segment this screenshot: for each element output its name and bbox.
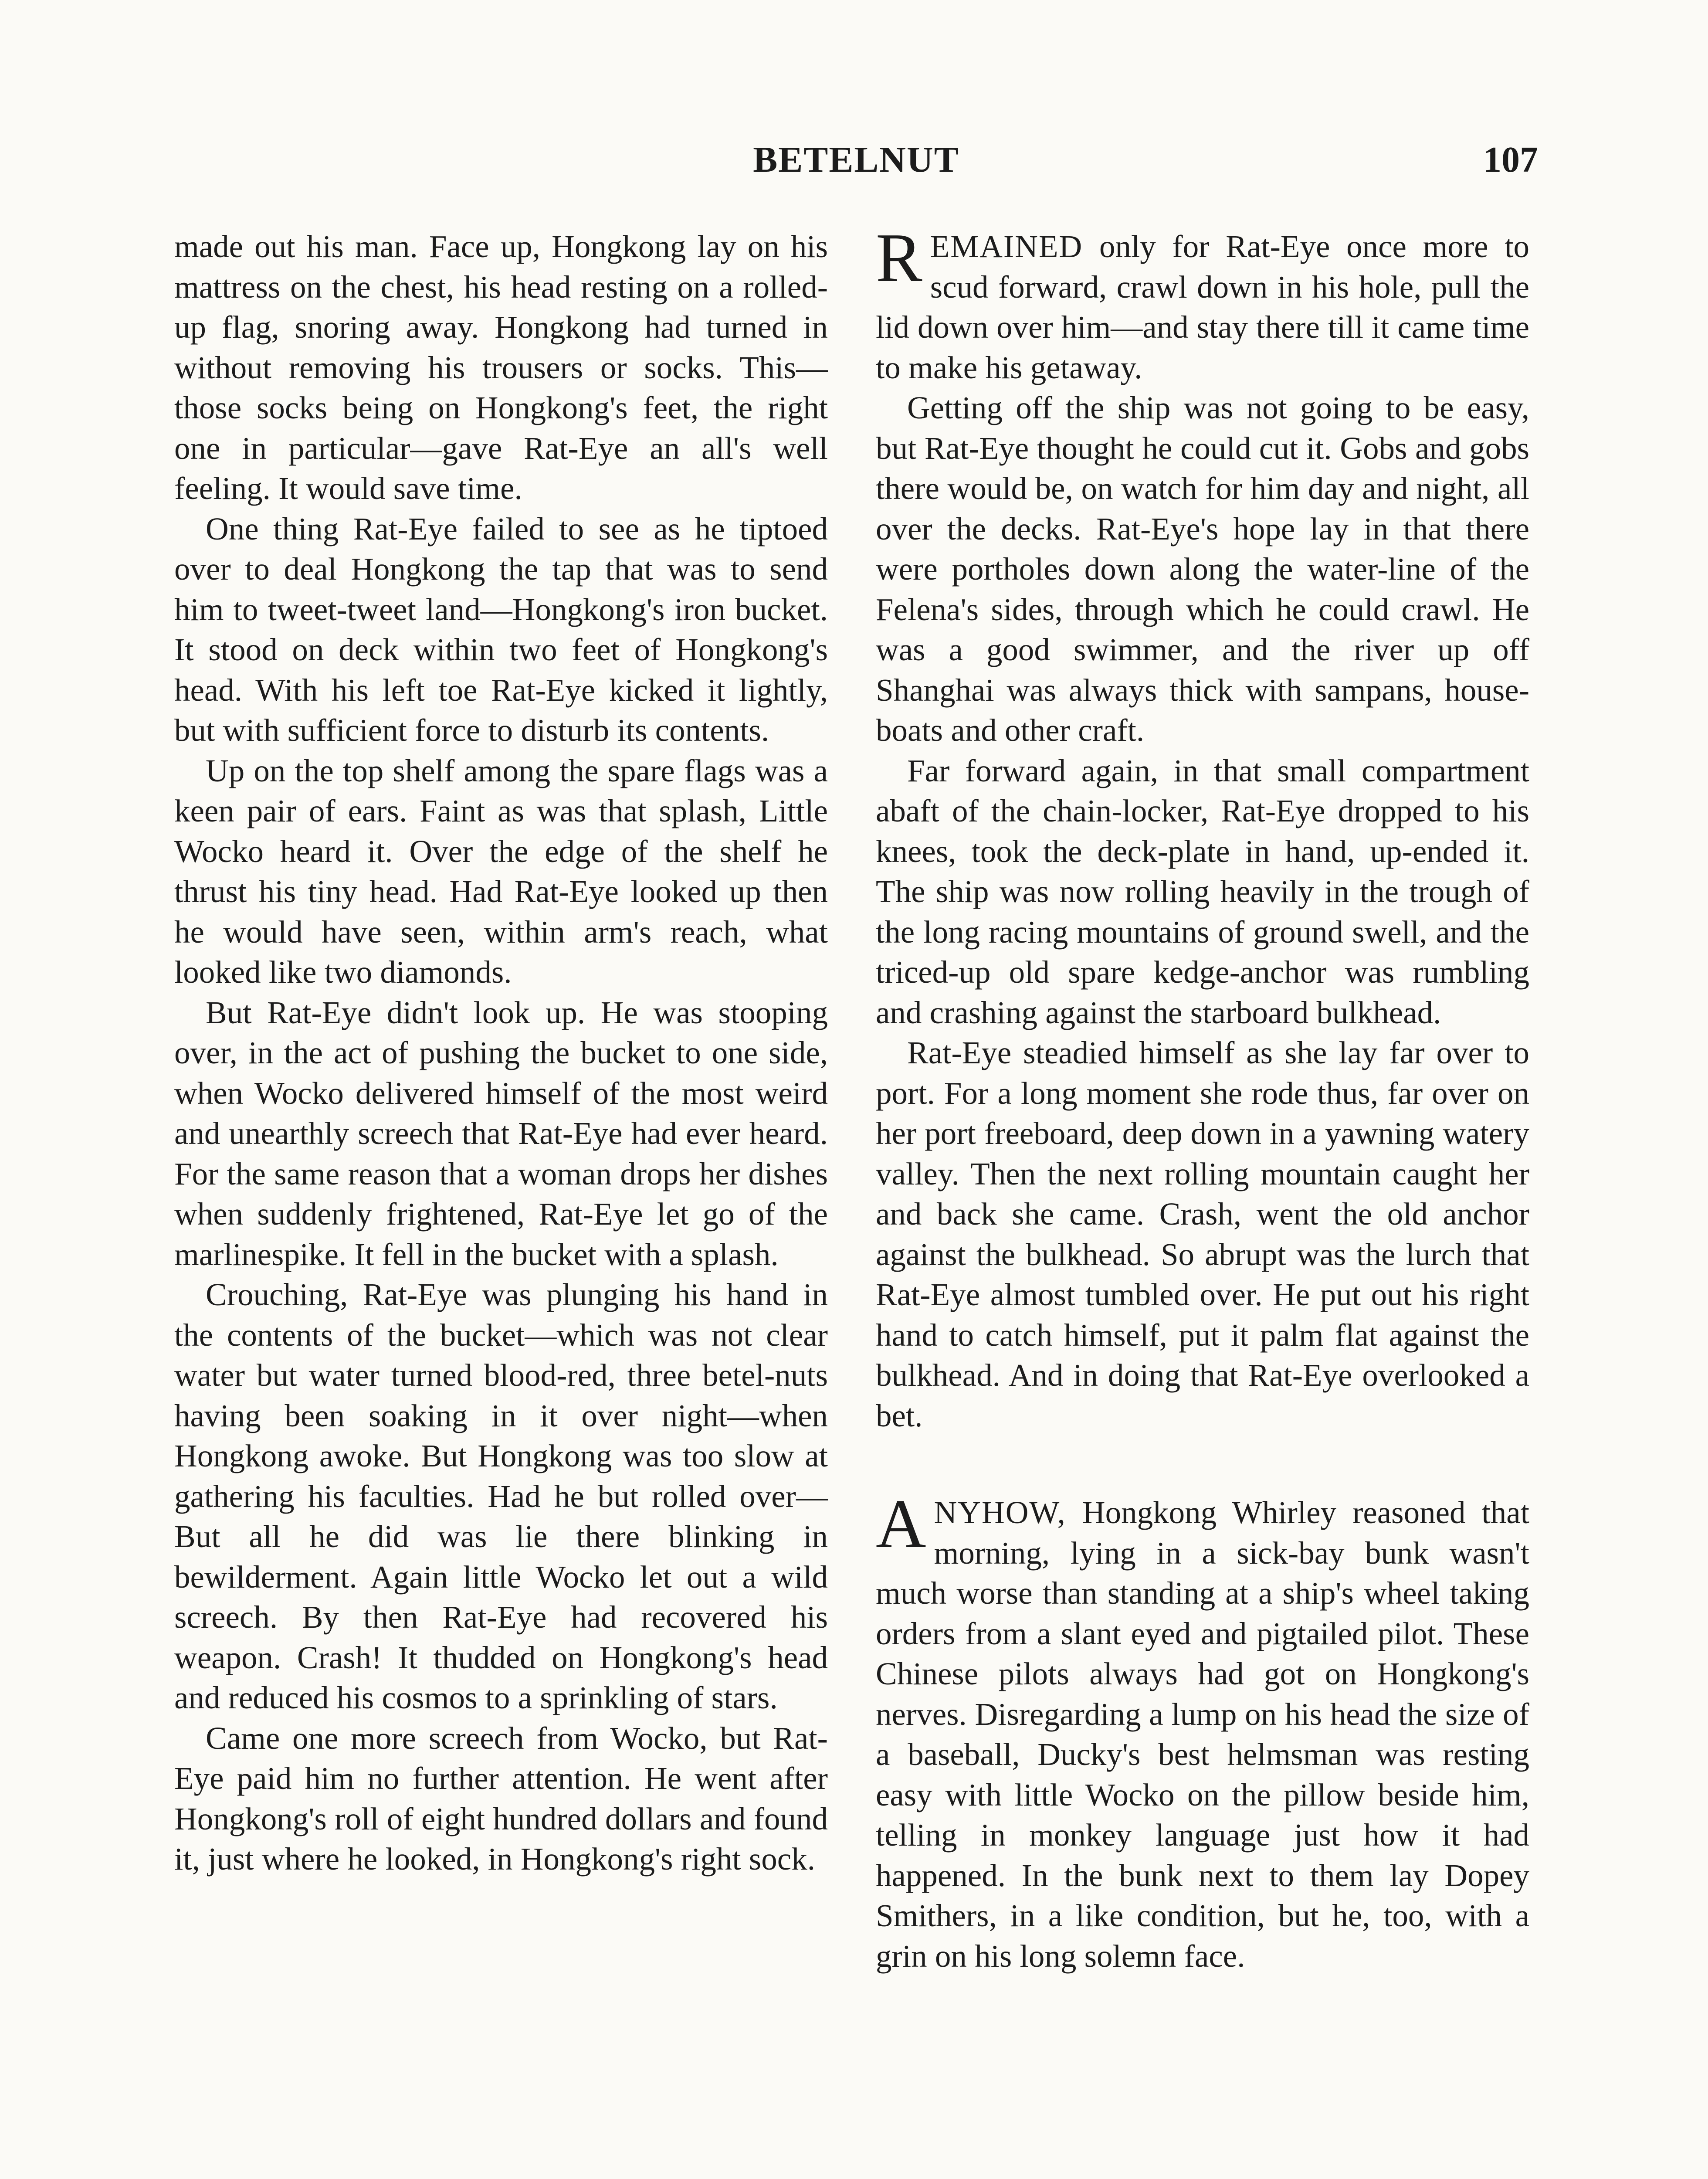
drop-cap: R	[876, 219, 922, 296]
right-column	[876, 219, 1529, 1976]
paragraph: Rat-Eye steadied himself as she lay far over to port. For a long moment she rode thus, far over on her port freeboard, deep down in a yawning watery valley. Then the next rolling mountain caught her and back she came. Crash, went the old anchor against the bulkhead. So abrupt was the lurch that Rat-Eye almost tumbled over. He put out his right hand to catch himself, put it palm flat against the bulkhead. And in doing that Rat-Eye overlooked a bet.	[876, 1035, 1529, 1433]
page-number: 107	[1483, 139, 1538, 180]
paragraph: made out his man. Face up, Hongkong lay on his mattress on the chest, his head resting on a rolled-up flag, snoring away. Hongkong had turned in without removing his trousers or socks. This—those socks being on Hongkong's feet, the right one in particular—gave Rat-Eye an all's well feeling. It would save time.	[174, 229, 828, 506]
drop-cap: A	[876, 1485, 926, 1562]
section-opening-paragraph	[876, 1485, 1529, 1976]
lead-word: EMAINED	[930, 229, 1083, 264]
paragraph: Up on the top shelf among the spare flags was a keen pair of ears. Faint as was that splash, Little Wocko heard it. Over the edge of the shelf he thrust his tiny head. Had Rat-Eye looked up then he would have seen, within arm's reach, what looked like two diamonds.	[174, 753, 828, 990]
paragraph: Getting off the ship was not going to be easy, but Rat-Eye thought he could cut it. Gobs and gobs there would be, on watch for him day and night, all over the decks. Rat-Eye's hope lay in that there were portholes down along the water-line of the Felena's sides, through which he could crawl. He was a good swimmer, and the river up off Shanghai was always thick with sampans, house-boats and other craft.	[876, 390, 1529, 748]
paragraph-text: Hongkong Whirley reasoned that morning, lying in a sick-bay bunk wasn't much worse than standing at a ship's wheel taking orders from a slant eyed and pigtailed pilot. These Chinese pilots always had got on Hongkong's nerves. Disregarding a lump on his head the size of a baseball, Ducky's best helmsman was resting easy with little Wocko on the pillow beside him, telling in monkey language just how it had happened. In the bunk next to them lay Dopey Smithers, in a like condition, but he, too, with a grin on his long solemn face.	[876, 1495, 1529, 1974]
paragraph: Crouching, Rat-Eye was plunging his hand in the contents of the bucket—which was not clear water but water turned blood-red, three betel-nuts having been soaking in it over night—when Hongkong awoke. But Hongkong was too slow at gathering his faculties. Had he but rolled over— But all he did was lie there blinking in bewilderment. Again little Wocko let out a wild screech. By then Rat-Eye had recovered his weapon. Crash! It thudded on Hongkong's head and reduced his cosmos to a sprinkling of stars.	[174, 1277, 828, 1715]
paragraph: One thing Rat-Eye failed to see as he tiptoed over to deal Hongkong the tap that was to send him to tweet-tweet land—Hongkong's iron bucket. It stood on deck within two feet of Hongkong's head. With his left toe Rat-Eye kicked it lightly, but with sufficient force to disturb its contents.	[174, 511, 828, 748]
paragraph: But Rat-Eye didn't look up. He was stooping over, in the act of pushing the bucket to one side, when Wocko delivered himself of the most weird and unearthly screech that Rat-Eye had ever heard. For the same reason that a woman drops her dishes when suddenly frightened, Rat-Eye let go of the marlinespike. It fell in the bucket with a splash.	[174, 994, 828, 1272]
section-break	[876, 1436, 1529, 1493]
paragraph: Came one more screech from Wocko, but Rat-Eye paid him no further attention. He went after Hongkong's roll of eight hundred dollars and found it, just where he looked, in Hongkong's right sock.	[174, 1720, 828, 1877]
paragraph-text: only for Rat-Eye once more to scud forward, crawl down in his hole, pull the lid down over him—and stay there till it came time to make his getaway.	[876, 229, 1529, 385]
left-column	[174, 227, 828, 1880]
page-header	[174, 139, 1538, 191]
paragraph: Far forward again, in that small compartment abaft of the chain-locker, Rat-Eye dropped to his knees, took the deck-plate in hand, up-ended it. The ship was now rolling heavily in the trough of the long racing mountains of ground swell, and the triced-up old spare kedge-anchor was rumbling and crashing against the starboard bulkhead.	[876, 753, 1529, 1030]
running-title: BETELNUT	[753, 139, 959, 180]
lead-word: NYHOW,	[934, 1495, 1066, 1530]
section-opening-paragraph	[876, 219, 1529, 388]
